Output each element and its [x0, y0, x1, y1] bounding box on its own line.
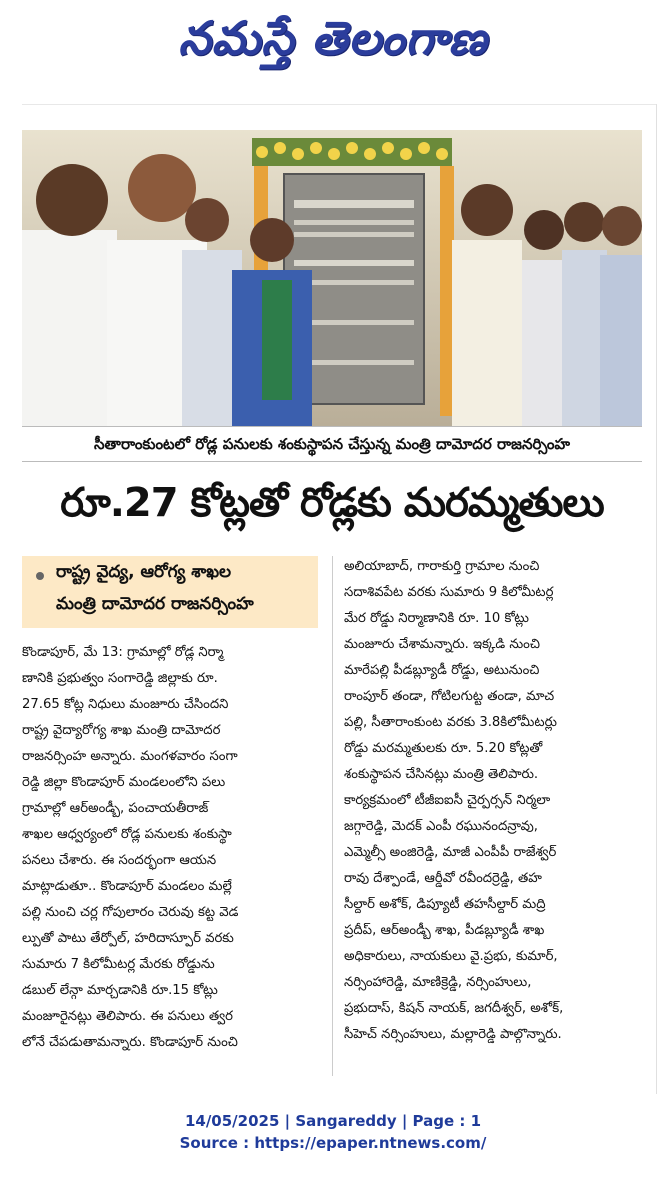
article-line: ప్రదీప్, ఆర్అండ్బీ శాఖ, పీడబ్ల్యూడీ శాఖ: [344, 923, 545, 938]
footer-source-line: Source : https://epaper.ntnews.com/: [179, 1134, 487, 1152]
article-line: మేర రోడ్డు నిర్మాణానికి రూ. 10 కోట్లు: [344, 611, 529, 626]
page-footer: [0, 1110, 666, 1154]
article-line: రాష్ట్ర వైద్యారోగ్య శాఖ మంత్రి దామోదర: [22, 723, 221, 738]
article-line: కొండాపూర్, మే 13: గ్రామాల్లో రోడ్ల నిర్మా: [22, 645, 224, 660]
article-line: డబుల్ లేన్గా మార్చడానికి రూ.15 కోట్లు: [22, 983, 218, 998]
article-line: రోడ్డు మరమ్మతులకు రూ. 5.20 కోట్లతో: [344, 741, 543, 756]
article-headline: రూ.27 కోట్లతో రోడ్లకు మరమ్మతులు: [60, 480, 604, 526]
article-line: ప్రభుదాస్, కిషన్ నాయక్, జగదీశ్వర్, అశోక్,: [344, 1001, 564, 1016]
article-line: ణానికి ప్రభుత్వం సంగారెడ్డి జిల్లాకు రూ.: [22, 671, 218, 686]
footer-date-line: 14/05/2025 | Sangareddy | Page : 1: [184, 1112, 482, 1130]
article-line: సీల్దార్ అశోక్, డిప్యూటీ తహసీల్దార్ మద్రి: [344, 897, 546, 912]
news-photo: [22, 130, 642, 426]
article-column-1: [22, 640, 322, 1056]
article-line: శంకుస్థాపన చేసినట్లు మంత్రి తెలిపారు.: [344, 767, 539, 782]
article-line: శాఖల ఆధ్వర్యంలో రోడ్ల పనులకు శంకుస్థా: [22, 827, 232, 842]
newspaper-title: నమస్తే తెలంగాణ: [178, 11, 488, 65]
article-line: ల్పుతో పాటు తేర్పోల్, హరిదాస్పూర్ వరకు: [22, 931, 234, 946]
article-line: ఎమ్మెల్సీ అంజిరెడ్డి, మాజీ ఎంపీపీ రాజేశ్వర్: [344, 845, 557, 860]
highlight-line-1: రాష్ట్ర వైద్య, ఆరోగ్య శాఖల: [56, 562, 232, 582]
bullet-icon: [36, 572, 44, 580]
highlight-box: [22, 556, 318, 628]
article-line: లోనే చేపడుతామన్నారు. కొండాపూర్ నుంచి: [22, 1035, 238, 1050]
right-divider: [656, 104, 657, 1094]
article-line: నర్సింహారెడ్డి, మాణిక్రెడ్డి, నర్సింహులు,: [344, 975, 532, 990]
article-line: రావు దేశ్పాండే, ఆర్డీవో రవీందర్రెడ్డి, తహ: [344, 871, 542, 886]
article-line: అధికారులు, నాయకులు వై.ప్రభు, కుమార్,: [344, 949, 558, 964]
article-line: మాట్లాడుతూ.. కొండాపూర్ మండలం మల్లే: [22, 879, 232, 894]
article-line: సుమారు 7 కిలోమీటర్ల మేరకు రోడ్డును: [22, 957, 215, 972]
article-line: మంజూరైనట్లు తెలిపారు. ఈ పనులు త్వర: [22, 1009, 233, 1024]
article-line: మారేపల్లి పీడబ్ల్యూడీ రోడ్డు, అటునుంచి: [344, 663, 540, 678]
article-line: మంజూరు చేశామన్నారు. ఇక్కడి నుంచి: [344, 637, 540, 652]
highlight-line-2: మంత్రి దామోదర రాజనర్సింహ: [56, 594, 254, 614]
article-line: సీహెచ్ నర్సింహులు, మల్లారెడ్డి పాల్గొన్నారు.: [344, 1027, 562, 1042]
top-divider: [22, 104, 656, 105]
article-line: పల్లి నుంచి చర్ల గోపులారం చెరువు కట్ట వెడ: [22, 905, 239, 920]
masthead: [0, 0, 666, 88]
article-line: సదాశివపేట వరకు సుమారు 9 కిలోమీటర్ల: [344, 585, 554, 600]
column-divider: [332, 556, 333, 1076]
photo-caption: సీతారాంకుంటలో రోడ్ల పనులకు శంకుస్థాపన చేస్తున్న మంత్రి దామోదర రాజనర్సింహ: [22, 426, 642, 462]
photo-illustration: [22, 130, 642, 426]
article-line: 27.65 కోట్ల నిధులు మంజూరు చేసిందని: [22, 697, 229, 712]
article-line: అలియాబాద్, గారాకుర్తి గ్రామాల నుంచి: [344, 559, 540, 574]
article-line: రాజనర్సింహ అన్నారు. మంగళవారం సంగా: [22, 749, 238, 764]
article-line: పల్లి, సీతారాంకుంట వరకు 3.8కిలోమీటర్లు: [344, 715, 557, 730]
article-line: పనలు చేశారు. ఈ సందర్భంగా ఆయన: [22, 853, 217, 868]
article-column-2: [344, 554, 642, 1048]
article-line: కార్యక్రమంలో టీజీఐఐసీ చైర్పర్సన్ నిర్మలా: [344, 793, 551, 808]
article-line: రాంపూర్ తండా, గోటిలగుట్ట తండా, మాచ: [344, 689, 555, 704]
article-line: రెడ్డి జిల్లా కొండాపూర్ మండలంలోని పలు: [22, 775, 226, 790]
article-line: గ్రామాల్లో ఆర్అండ్బీ, పంచాయతీరాజ్: [22, 801, 209, 816]
article-line: జగ్గారెడ్డి, మెదక్ ఎంపీ రఘునందన్రావు,: [344, 819, 538, 834]
